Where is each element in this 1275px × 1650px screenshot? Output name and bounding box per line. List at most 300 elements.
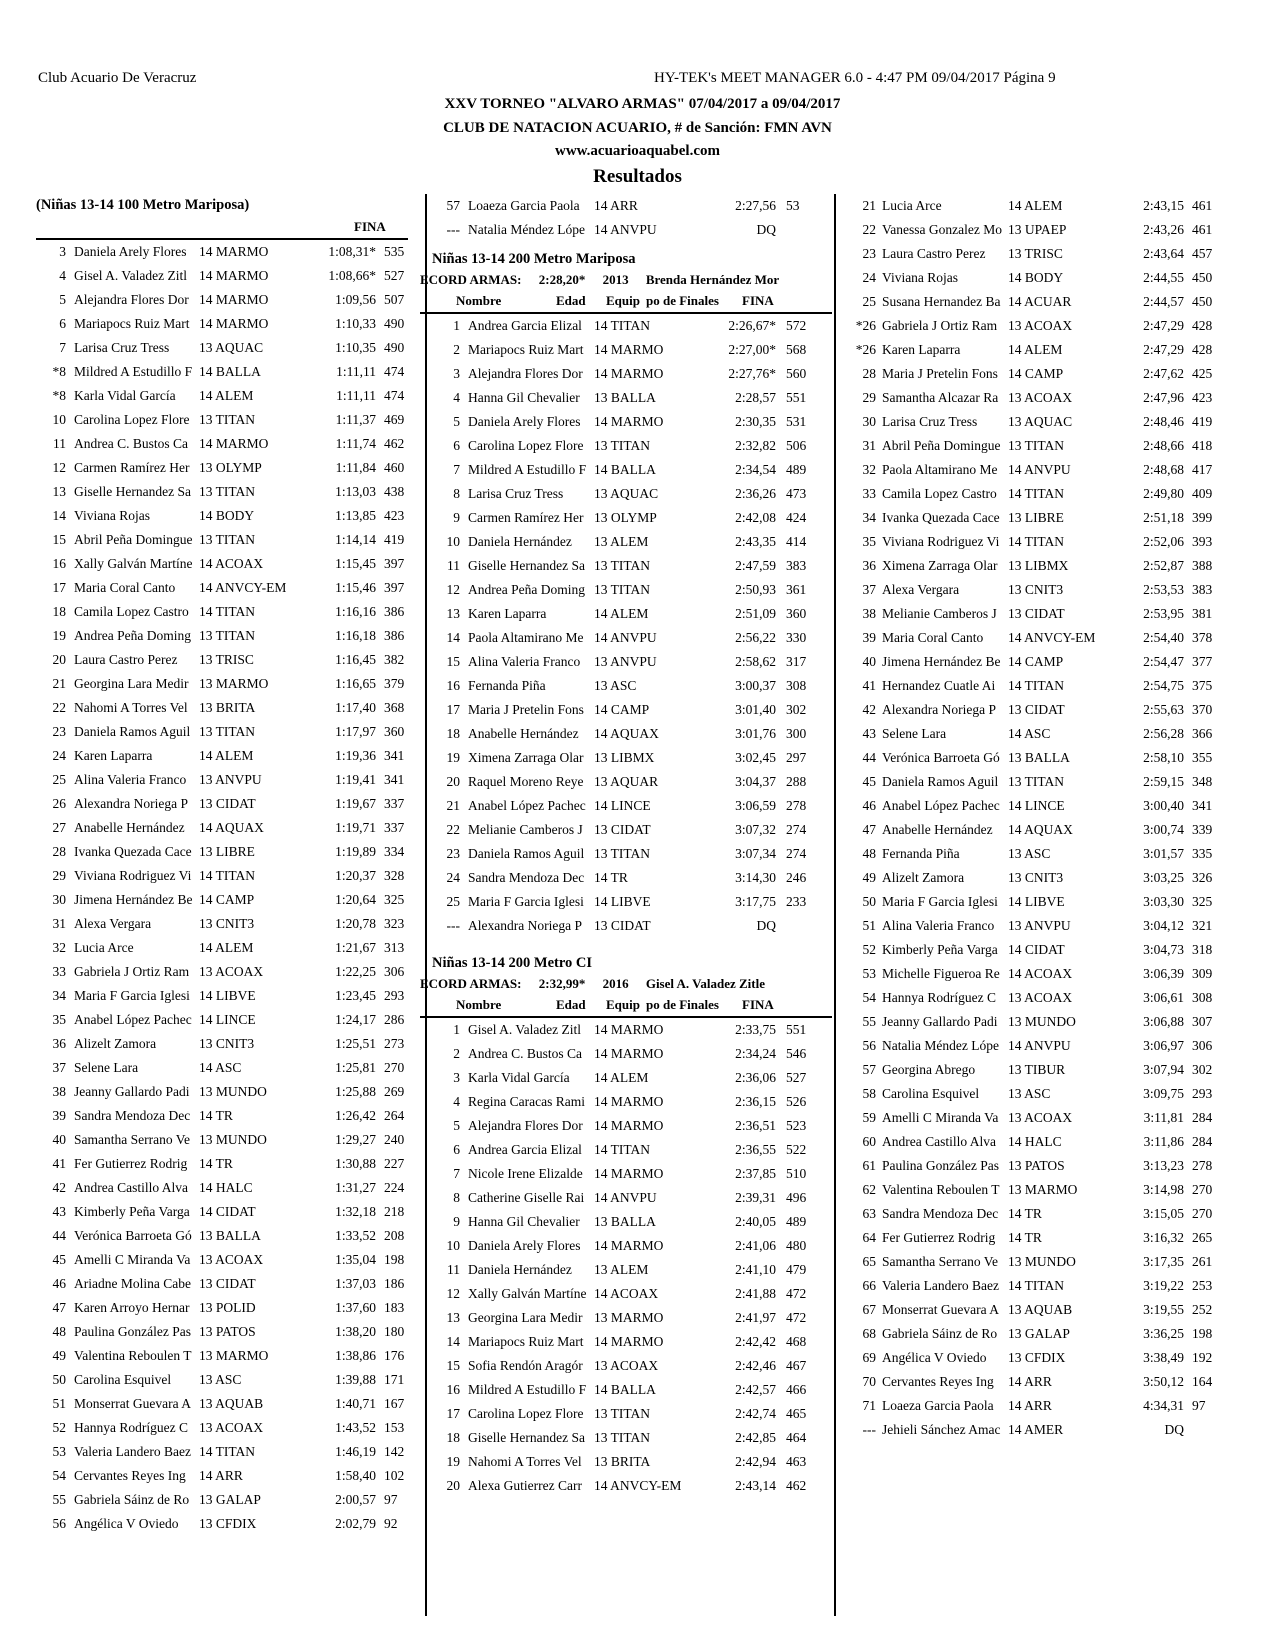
team: 14 ANVCY-EM (594, 1478, 682, 1493)
place: 42 (862, 702, 876, 717)
place: 48 (862, 846, 876, 861)
fina-points: 269 (384, 1084, 405, 1099)
place: 41 (862, 678, 876, 693)
place: --- (862, 1422, 876, 1437)
result-row (432, 1114, 832, 1138)
finals-time: 2:50,93 (735, 582, 776, 597)
swimmer-name: Verónica Barroeta Gó (74, 1228, 192, 1243)
place: 28 (862, 366, 876, 381)
club-name: Club Acuario De Veracruz (38, 70, 197, 86)
finals-time: 2:58,10 (1143, 750, 1184, 765)
result-row (842, 242, 1222, 266)
place: 23 (52, 724, 66, 739)
finals-time: 3:07,94 (1143, 1062, 1184, 1077)
swimmer-name: Alina Valeria Franco (74, 772, 187, 787)
fina-points: 378 (1192, 630, 1213, 645)
result-row (36, 1488, 408, 1512)
team: 14 AQUAX (199, 820, 264, 835)
team: 13 ANVPU (594, 654, 657, 669)
finals-time: 3:36,25 (1143, 1326, 1184, 1341)
place: 53 (52, 1444, 66, 1459)
fina-points: 53 (786, 198, 800, 213)
swimmer-name: Angélica V Oviedo (882, 1350, 987, 1365)
swimmer-name: Mildred A Estudillo F (468, 462, 587, 477)
place: 3 (453, 1070, 460, 1085)
finals-time: 1:16,18 (335, 628, 376, 643)
finals-time: 1:20,37 (335, 868, 376, 883)
team: 14 AMER (1008, 1422, 1064, 1437)
fina-points: 317 (786, 654, 807, 669)
place: 56 (52, 1516, 66, 1531)
fina-points: 293 (384, 988, 405, 1003)
team: 13 ACOAX (1008, 390, 1073, 405)
place: 57 (862, 1062, 876, 1077)
swimmer-name: Maria Coral Canto (882, 630, 984, 645)
team: 13 ASC (1008, 1086, 1051, 1101)
result-row (36, 1416, 408, 1440)
swimmer-name: Jeanny Gallardo Padi (882, 1014, 998, 1029)
place: 65 (862, 1254, 876, 1269)
result-row (842, 458, 1222, 482)
swimmer-name: Daniela Arely Flores (468, 414, 581, 429)
place: --- (446, 918, 460, 933)
finals-time: 2:27,76* (728, 366, 776, 381)
result-row (842, 1370, 1222, 1394)
results-list (36, 240, 408, 1536)
finals-time: 2:52,87 (1143, 558, 1184, 573)
meet-record (420, 974, 832, 994)
result-row (842, 722, 1222, 746)
swimmer-name: Larisa Cruz Tress (882, 414, 978, 429)
team: 13 CNIT3 (199, 916, 255, 931)
place: 31 (862, 438, 876, 453)
finals-time: 3:04,73 (1143, 942, 1184, 957)
place: 27 (52, 820, 66, 835)
results-column-1 (36, 194, 408, 1536)
finals-time: 1:19,71 (335, 820, 376, 835)
place: 43 (862, 726, 876, 741)
place: 9 (453, 1214, 460, 1229)
place: 69 (862, 1350, 876, 1365)
finals-time: 3:00,37 (735, 678, 776, 693)
swimmer-name: Ariadne Molina Cabe (74, 1276, 191, 1291)
place: 25 (52, 772, 66, 787)
place: 50 (862, 894, 876, 909)
place: 18 (446, 1430, 460, 1445)
place: 54 (862, 990, 876, 1005)
fina-points: 335 (1192, 846, 1213, 861)
place: 38 (52, 1084, 66, 1099)
swimmer-name: Daniela Ramos Aguil (468, 846, 585, 861)
place: 21 (862, 198, 876, 213)
place: 49 (862, 870, 876, 885)
record-time: 2:32,99* (538, 976, 586, 991)
finals-time: 3:38,49 (1143, 1350, 1184, 1365)
meet-title: XXV TORNEO "ALVARO ARMAS" 07/04/2017 a 09/04/2017 (444, 96, 841, 112)
place: 4 (453, 1094, 460, 1109)
team: 13 TITAN (594, 582, 651, 597)
team: 14 MARMO (199, 244, 269, 259)
result-row (432, 1258, 832, 1282)
swimmer-name: Andrea Peña Doming (74, 628, 191, 643)
fina-points: 523 (786, 1118, 807, 1133)
finals-time: 3:00,74 (1143, 822, 1184, 837)
fina-points: 264 (384, 1108, 405, 1123)
result-row (36, 456, 408, 480)
place: 33 (862, 486, 876, 501)
fina-points: 489 (786, 462, 807, 477)
swimmer-name: Camila Lopez Castro (882, 486, 997, 501)
finals-time: 2:58,62 (735, 654, 776, 669)
place: 10 (52, 412, 66, 427)
record-year: 2016 (602, 976, 629, 991)
team: 14 MARMO (594, 1238, 664, 1253)
finals-time: 1:30,88 (335, 1156, 376, 1171)
place: 1 (453, 318, 460, 333)
team: 14 HALC (199, 1180, 253, 1195)
team: 14 HALC (1008, 1134, 1062, 1149)
result-row (36, 1152, 408, 1176)
finals-time: 1:10,35 (335, 340, 376, 355)
team: 13 ACOAX (199, 1420, 264, 1435)
swimmer-name: Carmen Ramírez Her (468, 510, 584, 525)
team: 14 ANVPU (594, 222, 657, 237)
result-row (432, 434, 832, 458)
result-row (842, 1130, 1222, 1154)
fina-points: 348 (1192, 774, 1213, 789)
fina-points: 192 (1192, 1350, 1213, 1365)
finals-time: 3:16,32 (1143, 1230, 1184, 1245)
finals-time: 1:17,97 (335, 724, 376, 739)
fina-points: 507 (384, 292, 405, 307)
place: 47 (862, 822, 876, 837)
place: 18 (446, 726, 460, 741)
result-row (432, 506, 832, 530)
result-row (36, 288, 408, 312)
place: 50 (52, 1372, 66, 1387)
swimmer-name: Viviana Rodriguez Vi (882, 534, 1000, 549)
team: 13 CNIT3 (1008, 582, 1064, 597)
record-time: 2:28,20* (538, 272, 586, 287)
result-row (842, 890, 1222, 914)
fina-points: 186 (384, 1276, 405, 1291)
fina-points: 278 (1192, 1158, 1213, 1173)
team: 13 POLID (199, 1300, 256, 1315)
fina-points: 306 (1192, 1038, 1213, 1053)
finals-time: 2:43,26 (1143, 222, 1184, 237)
fina-points: 490 (384, 316, 405, 331)
finals-time: 2:42,57 (735, 1382, 776, 1397)
place: 40 (52, 1132, 66, 1147)
team: 13 TITAN (199, 412, 256, 427)
swimmer-name: Lucia Arce (74, 940, 134, 955)
fina-points: 253 (1192, 1278, 1213, 1293)
place: 48 (52, 1324, 66, 1339)
result-row (432, 218, 832, 242)
fina-points: 425 (1192, 366, 1213, 381)
result-row (36, 792, 408, 816)
place: 44 (52, 1228, 66, 1243)
fina-points: 419 (384, 532, 405, 547)
finals-time: 2:54,75 (1143, 678, 1184, 693)
swimmer-name: Viviana Rodriguez Vi (74, 868, 192, 883)
finals-time: 2:48,68 (1143, 462, 1184, 477)
finals-time: 1:11,84 (335, 460, 376, 475)
swimmer-name: Alizelt Zamora (74, 1036, 157, 1051)
result-row (36, 1344, 408, 1368)
record-label: ECORD ARMAS: (420, 976, 522, 991)
result-row (432, 698, 832, 722)
finals-time: 3:50,12 (1143, 1374, 1184, 1389)
swimmer-name: Natalia Méndez Lópe (882, 1038, 999, 1053)
team: 14 LIBVE (594, 894, 651, 909)
fina-points: 337 (384, 796, 405, 811)
team: 13 ANVPU (1008, 918, 1071, 933)
swimmer-name: Maria Coral Canto (74, 580, 176, 595)
result-row (36, 1176, 408, 1200)
swimmer-name: Anabel López Pachec (468, 798, 586, 813)
fina-points: 419 (1192, 414, 1213, 429)
swimmer-name: Xally Galván Martíne (468, 1286, 587, 1301)
result-row (432, 722, 832, 746)
result-row (842, 338, 1222, 362)
fina-points: 370 (1192, 702, 1213, 717)
team: 13 CIDAT (1008, 606, 1065, 621)
fina-points: 418 (1192, 438, 1213, 453)
result-row (36, 960, 408, 984)
finals-time: 1:19,89 (335, 844, 376, 859)
team: 14 AQUAX (1008, 822, 1073, 837)
place: 71 (862, 1398, 876, 1413)
team: 13 AQUAR (594, 774, 659, 789)
record-year: 2013 (602, 272, 629, 287)
team: 14 CIDAT (1008, 942, 1065, 957)
team: 13 TRISC (1008, 246, 1063, 261)
fina-points: 560 (786, 366, 807, 381)
swimmer-name: Anabelle Hernández (468, 726, 579, 741)
team: 14 ANVPU (1008, 462, 1071, 477)
place: 43 (52, 1204, 66, 1219)
finals-time: 2:42,08 (735, 510, 776, 525)
result-row (432, 386, 832, 410)
swimmer-name: Alina Valeria Franco (882, 918, 995, 933)
finals-time: 1:20,64 (335, 892, 376, 907)
finals-time: 1:16,16 (335, 604, 376, 619)
swimmer-name: Sandra Mendoza Dec (882, 1206, 999, 1221)
team: 13 LIBRE (1008, 510, 1064, 525)
result-row (432, 866, 832, 890)
swimmer-name: Carolina Lopez Flore (74, 412, 190, 427)
finals-time: 3:02,45 (735, 750, 776, 765)
place: 45 (862, 774, 876, 789)
team: 14 TITAN (1008, 534, 1065, 549)
finals-time: DQ (756, 918, 776, 933)
team: 14 TITAN (199, 604, 256, 619)
team: 13 TITAN (199, 484, 256, 499)
team: 13 AQUAC (1008, 414, 1073, 429)
place: *26 (855, 342, 876, 357)
team: 13 GALAP (199, 1492, 261, 1507)
result-row (432, 1210, 832, 1234)
swimmer-name: Selene Lara (882, 726, 947, 741)
result-row (842, 1034, 1222, 1058)
place: 52 (52, 1420, 66, 1435)
swimmer-name: Jimena Hernández Be (882, 654, 1001, 669)
team: 13 CNIT3 (1008, 870, 1064, 885)
swimmer-name: Maria F Garcia Iglesi (468, 894, 584, 909)
finals-time: 2:53,95 (1143, 606, 1184, 621)
team: 13 MUNDO (199, 1084, 267, 1099)
result-row (432, 914, 832, 938)
swimmer-name: Andrea Garcia Elizal (468, 1142, 582, 1157)
fina-points: 97 (384, 1492, 398, 1507)
fina-points: 261 (1192, 1254, 1213, 1269)
team: 13 LIBMX (594, 750, 655, 765)
finals-time: 1:25,51 (335, 1036, 376, 1051)
swimmer-name: Kimberly Peña Varga (74, 1204, 190, 1219)
team: 13 BALLA (594, 390, 656, 405)
team: 13 TITAN (199, 532, 256, 547)
place: 49 (52, 1348, 66, 1363)
fina-points: 307 (1192, 1014, 1213, 1029)
swimmer-name: Cervantes Reyes Ing (74, 1468, 186, 1483)
place: 35 (52, 1012, 66, 1027)
swimmer-name: Valentina Reboulen T (882, 1182, 1000, 1197)
team: 13 CIDAT (594, 918, 651, 933)
swimmer-name: Sandra Mendoza Dec (468, 870, 585, 885)
finals-time: 2:27,00* (728, 342, 776, 357)
swimmer-name: Andrea C. Bustos Ca (74, 436, 188, 451)
team: 14 MARMO (199, 316, 269, 331)
swimmer-name: Alexa Vergara (74, 916, 152, 931)
finals-time: 1:25,88 (335, 1084, 376, 1099)
swimmer-name: Abril Peña Domingue (882, 438, 1001, 453)
result-row (432, 1042, 832, 1066)
results-header (36, 216, 408, 240)
fina-points: 383 (786, 558, 807, 573)
result-row (842, 218, 1222, 242)
place: 2 (453, 1046, 460, 1061)
swimmer-name: Sandra Mendoza Dec (74, 1108, 191, 1123)
place: 38 (862, 606, 876, 621)
fina-points: 386 (384, 604, 405, 619)
result-row (36, 1056, 408, 1080)
team-header: Equip (606, 997, 640, 1012)
finals-time: 2:42,85 (735, 1430, 776, 1445)
place: 5 (453, 414, 460, 429)
team: 13 ACOAX (1008, 318, 1073, 333)
result-row (36, 336, 408, 360)
results-header (420, 290, 832, 314)
finals-time: 2:36,06 (735, 1070, 776, 1085)
result-row (36, 840, 408, 864)
team: 13 AQUAB (1008, 1302, 1073, 1317)
swimmer-name: Gabriela Sáinz de Ro (74, 1492, 190, 1507)
swimmer-name: Laura Castro Perez (74, 652, 178, 667)
place: 10 (446, 1238, 460, 1253)
place: 4 (59, 268, 66, 283)
swimmer-name: Daniela Arely Flores (468, 1238, 581, 1253)
team: 14 MARMO (594, 1334, 664, 1349)
result-row (432, 578, 832, 602)
team: 13 GALAP (1008, 1326, 1070, 1341)
fina-points: 397 (384, 580, 405, 595)
finals-time: 2:48,46 (1143, 414, 1184, 429)
result-row (842, 1010, 1222, 1034)
finals-time: 3:14,30 (735, 870, 776, 885)
result-row (842, 770, 1222, 794)
swimmer-name: Valeria Landero Baez (74, 1444, 191, 1459)
result-row (432, 1426, 832, 1450)
swimmer-name: Maria F Garcia Iglesi (882, 894, 998, 909)
team: 14 BODY (1008, 270, 1064, 285)
result-row (36, 1128, 408, 1152)
fina-points: 450 (1192, 294, 1213, 309)
result-row (842, 314, 1222, 338)
finals-time: 3:01,76 (735, 726, 776, 741)
place: 23 (446, 846, 460, 861)
finals-time: 1:08,66* (328, 268, 376, 283)
place: 14 (446, 1334, 460, 1349)
fina-points: 198 (384, 1252, 405, 1267)
team: 14 LIBVE (1008, 894, 1065, 909)
column-divider (425, 194, 427, 1616)
result-row (432, 602, 832, 626)
fina-points: 330 (786, 630, 807, 645)
website: www.acuarioaquabel.com (555, 143, 720, 159)
team: 13 AQUAB (199, 1396, 264, 1411)
finals-time: 1:13,03 (335, 484, 376, 499)
finals-time: 3:19,55 (1143, 1302, 1184, 1317)
place: 20 (446, 1478, 460, 1493)
fina-points: 424 (786, 510, 807, 525)
place: 45 (52, 1252, 66, 1267)
result-row (842, 1226, 1222, 1250)
result-row (842, 554, 1222, 578)
result-row (842, 1106, 1222, 1130)
result-row (432, 530, 832, 554)
finals-time: 2:53,53 (1143, 582, 1184, 597)
fina-points: 423 (384, 508, 405, 523)
fina-points: 339 (1192, 822, 1213, 837)
fina-points: 568 (786, 342, 807, 357)
result-row (36, 912, 408, 936)
place: 10 (446, 534, 460, 549)
fina-points: 341 (384, 772, 405, 787)
fina-points: 414 (786, 534, 807, 549)
fina-points: 293 (1192, 1086, 1213, 1101)
swimmer-name: Nahomi A Torres Vel (74, 700, 188, 715)
result-row (36, 1296, 408, 1320)
fina-points: 535 (384, 244, 405, 259)
team: 13 BRITA (199, 700, 256, 715)
swimmer-name: Hanna Gil Chevalier (468, 1214, 580, 1229)
finals-time: 3:04,12 (1143, 918, 1184, 933)
fina-points: 377 (1192, 654, 1213, 669)
fina-points: 461 (1192, 198, 1213, 213)
finals-time: 3:04,37 (735, 774, 776, 789)
result-row (842, 410, 1222, 434)
result-row (432, 1162, 832, 1186)
fina-points: 183 (384, 1300, 405, 1315)
place: 34 (862, 510, 876, 525)
swimmer-name: Giselle Hernandez Sa (468, 1430, 585, 1445)
result-row (36, 1512, 408, 1536)
result-row (36, 768, 408, 792)
fina-points: 167 (384, 1396, 405, 1411)
result-row (842, 194, 1222, 218)
place: 52 (862, 942, 876, 957)
